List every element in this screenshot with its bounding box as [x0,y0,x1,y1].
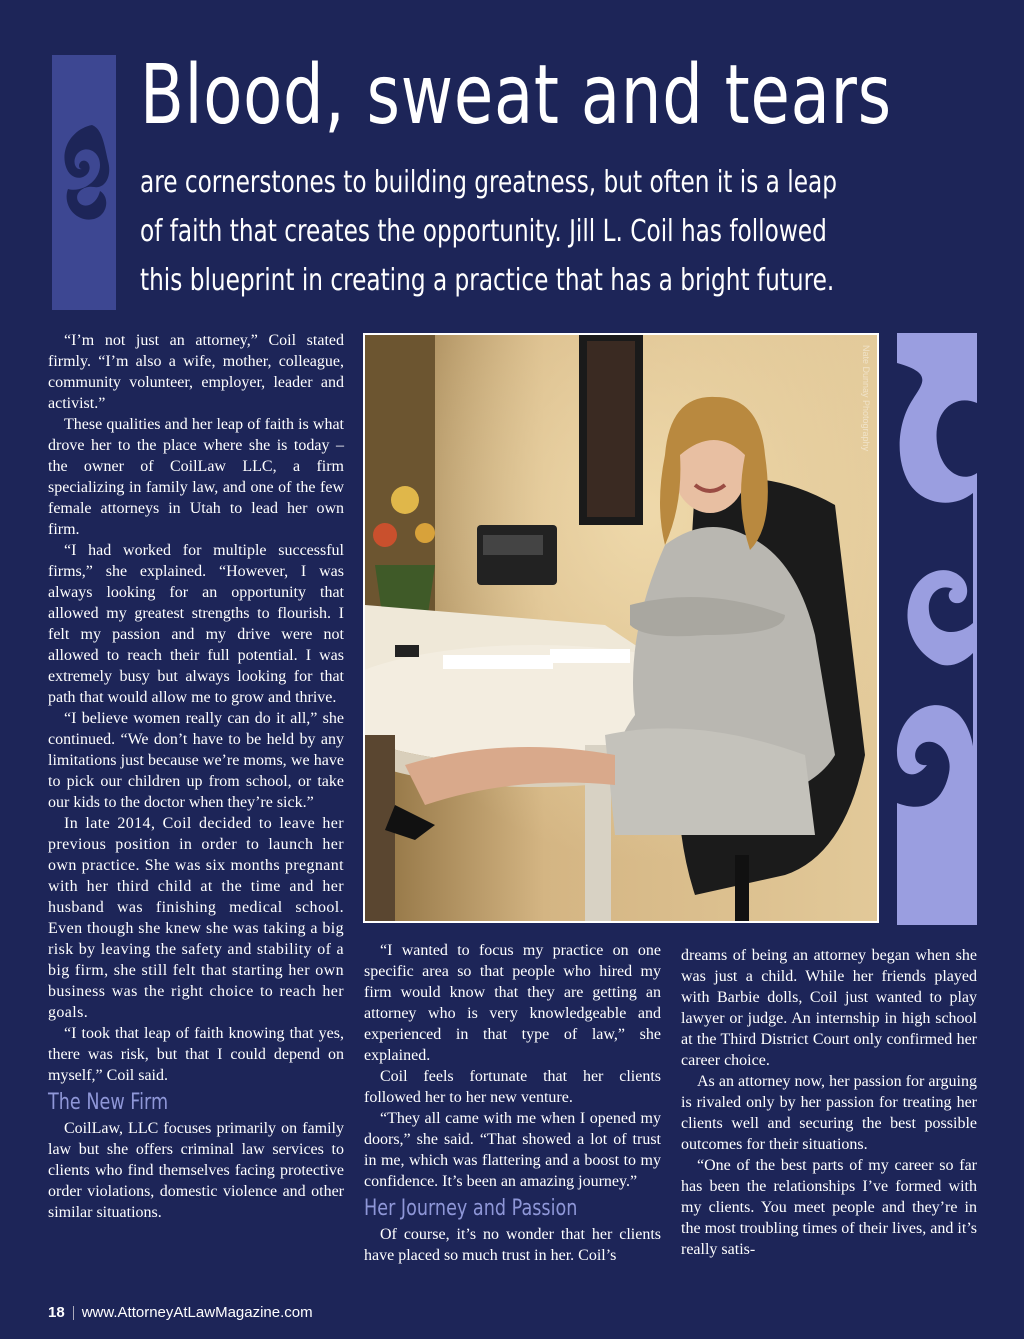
paragraph: “I’m not just an attorney,” Coil stated firmly. “I’m also a wife, mother, colleague, community volunteer, employer, leader and activist.” [48,332,344,412]
subhead-new-firm: The New Firm [48,1090,169,1115]
footer-divider [73,1306,74,1320]
page-footer [48,1304,313,1321]
left-ornament-bar [52,55,116,310]
paragraph: In late 2014, Coil decided to leave her previous position in order to launch her own practice. She was six months pregnant with her third child at the time and her husband was finishing medical school. Even though she knew she was taking a big risk by leaving the safety and stability of a big firm, she still felt that starting her own business was the right choice to reach her goals. [48,815,344,1021]
article-column-3 [681,945,977,1260]
website-link[interactable]: www.AttorneyAtLawMagazine.com [81,1304,313,1321]
portrait-photo [363,333,879,923]
deck [140,158,930,305]
paragraph: “I took that leap of faith knowing that yes, there was risk, but that I could depend on myself,” Coil said. [48,1025,344,1084]
paragraph: “I believe women really can do it all,” she continued. “We don’t have to be held by any limitations just because we’re moms, we have to pick our children up from school, or take our kids to the doctor when they’re sick.” [48,710,344,811]
office-portrait-illustration [365,335,877,921]
article-column-2 [364,940,661,1266]
paragraph: “I had worked for multiple successful firms,” she explained. “However, I was always looking for an opportunity that allowed my greatest strengths to flourish. I felt my passion and my drive were not allowed to reach their full potential. I was extremely busy but always looking for that path that would allow me to grow and thrive. [48,542,344,706]
article-column-1 [48,330,344,1223]
paragraph: “I wanted to focus my practice on one specific area so that people who hired my firm would know that they are getting an attorney who is very knowledgeable and experienced in that type of law,” she explained. [364,942,661,1064]
deck-line: of faith that creates the opportunity. Jill L. Coil has followed [140,214,827,249]
paragraph: CoilLaw, LLC focuses primarily on family law but she offers criminal law services to clients who find themselves facing protective order violations, domestic violence and other similar situations. [48,1120,344,1221]
deck-line: are cornerstones to building greatness, but often it is a leap [140,165,837,200]
deck-line: this blueprint in creating a practice that has a bright future. [140,263,835,298]
paragraph: Of course, it’s no wonder that her clients have placed so much trust in her. Coil’s [364,1226,661,1264]
paragraph: These qualities and her leap of faith is what drove her to the place where she is today – the owner of CoilLaw LLC, a firm specializing in family law, and one of the few female attorneys in Utah to lead her own firm. [48,416,344,538]
paragraph: As an attorney now, her passion for arguing is rivaled only by her passion for treating her clients well and securing the best possible outcomes for their situations. [681,1073,977,1153]
headline: Blood, sweat and tears [140,48,892,143]
ornament-icon [52,115,116,235]
page-number: 18 [48,1304,65,1321]
paragraph: Coil feels fortunate that her clients followed her to her new venture. [364,1068,661,1106]
right-ornament-icon [893,333,977,925]
paragraph: “One of the best parts of my career so far has been the relationships I’ve formed with my clients. You meet people and they’re in the most troubling times of their lives, and it’s really satis- [681,1157,977,1258]
photo-credit: Nate Dunnay Photography [861,345,871,452]
paragraph: “They all came with me when I opened my doors,” she said. “That showed a lot of trust in me, which was flattering and a boost to my confidence. It’s been an amazing journey.” [364,1110,661,1190]
paragraph: dreams of being an attorney began when she was just a child. While her friends played with Barbie dolls, Coil just wanted to play lawyer or judge. An internship in high school at the Third District Court only confirmed her career choice. [681,947,977,1069]
subhead-journey: Her Journey and Passion [364,1196,578,1221]
